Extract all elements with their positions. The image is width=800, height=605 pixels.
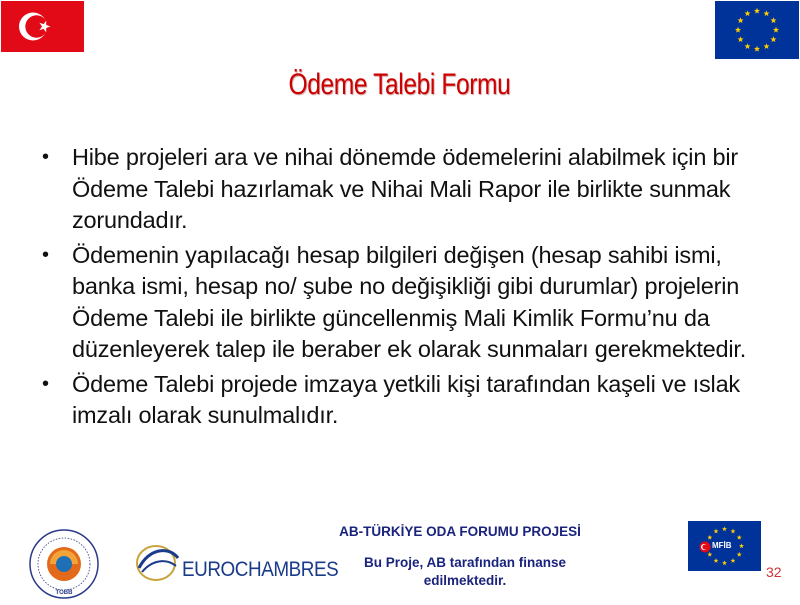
list-item: • Hibe projeleri ara ve nihai dönemde ödemelerini alabilmek için bir Ödeme Talebi hazırlamak ve Nihai Mali Rapor ile birlikte sunmak zorundadır. xyxy=(42,144,739,233)
eu-star-icon xyxy=(754,46,760,52)
page-number: 32 xyxy=(766,564,782,580)
list-item: • Ödemenin yapılacağı hesap bilgileri değişen (hesap sahibi ismi, banka ismi, hesap no/ şube no değişikliği gibi durumlar) projelerin Ödeme Talebi ile birlikte güncellenmiş Mali Kimlik Formu’nu da düzenleyerek talep ile beraber ek olarak sunmaları gerekmektedir. xyxy=(42,241,747,362)
eu-flag-icon xyxy=(715,1,799,59)
footer-funding-note: Bu Proje, AB tarafından finanse edilmektedir. xyxy=(363,555,567,588)
eu-star-icon xyxy=(735,27,741,33)
eu-star-icon xyxy=(763,43,769,49)
mfib-logo: MFİB xyxy=(688,521,761,571)
bullet-dot-icon: • xyxy=(42,146,49,168)
eu-star-icon xyxy=(754,8,760,14)
eu-star-icon xyxy=(737,535,742,540)
turkey-flag-icon xyxy=(1,1,84,52)
bullet-dot-icon: • xyxy=(42,372,49,395)
eu-star-icon xyxy=(739,543,744,548)
list-item: • Ödeme Talebi projede imzaya yetkili kişi tarafından kaşeli ve ıslak imzalı olarak sunulmalıdır. xyxy=(42,370,740,428)
eu-star-icon xyxy=(737,552,742,557)
eu-star-icon xyxy=(707,535,712,540)
slide-title: Ödeme Talebi Formu xyxy=(288,68,511,101)
tobb-logo xyxy=(28,528,100,600)
eu-star-icon xyxy=(722,526,727,531)
eu-star-icon xyxy=(714,558,719,563)
bullet-list xyxy=(42,142,772,435)
eu-star-icon xyxy=(731,558,736,563)
bullet-dot-icon: • xyxy=(42,243,49,266)
svg-text:TOBB: TOBB xyxy=(55,590,73,596)
eu-star-icon xyxy=(722,560,727,565)
eu-star-icon xyxy=(738,36,744,42)
eu-star-icon xyxy=(763,10,769,16)
eurochambres-logo: EUROCHAMBRES xyxy=(134,538,314,588)
eu-star-icon xyxy=(744,10,750,16)
eu-star-icon xyxy=(770,36,776,42)
eu-star-icon xyxy=(744,43,750,49)
footer-project-name: AB-TÜRKİYE ODA FORUMU PROJESİ xyxy=(339,524,581,539)
eu-star-icon xyxy=(731,529,736,534)
eu-star-icon xyxy=(714,529,719,534)
eu-star-icon xyxy=(770,17,776,23)
eu-star-icon xyxy=(738,17,744,23)
eu-star-icon xyxy=(773,27,779,33)
